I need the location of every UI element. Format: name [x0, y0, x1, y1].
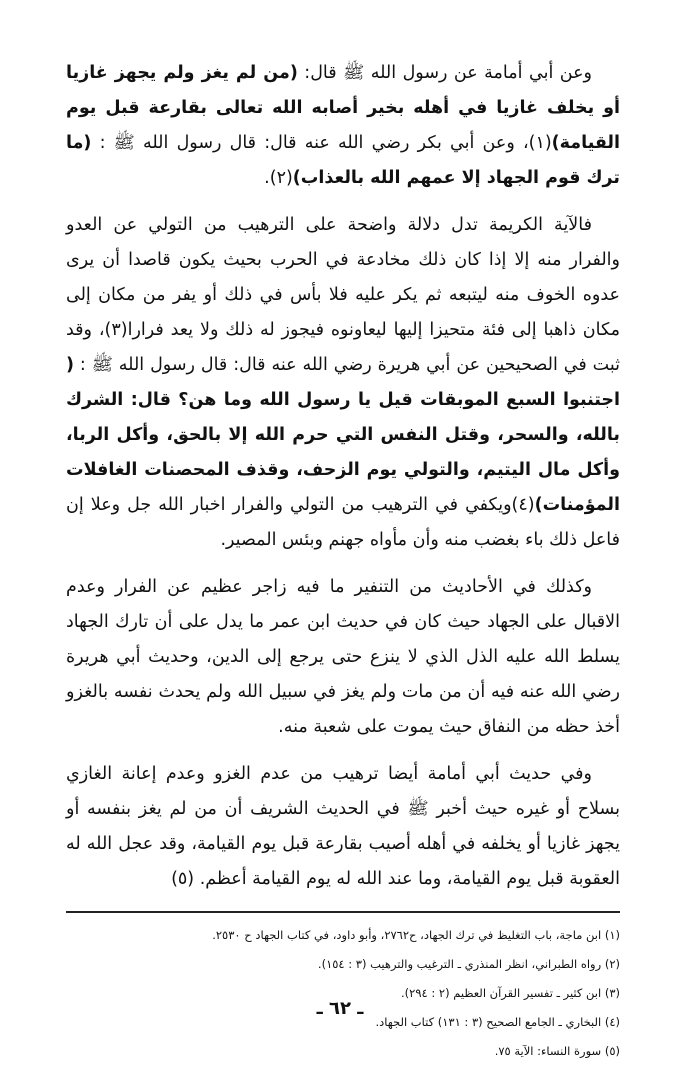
- body-text: [66, 56, 620, 897]
- paragraph-text: فالآية الكريمة تدل دلالة واضحة على الترهيب من التولي عن العدو والفرار منه إلا إذا كان ذلك مخادعة في الحرب بحيث يكون قاصدا أن يرى عدوه الخوف منه ليتبعه ثم يكر عليه فلا بأس في ذلك أو يفر من مكان إلى مكان ذاهبا إلى فئة متحيزا إليها ليعاونوه فيجوز له ذلك ولا يعد فرارا(٣)، وقد ثبت في الصحيحين عن أبي هريرة رضي الله عنه قال: قال رسول الله ﷺ :: [66, 215, 621, 375]
- footnote-separator: [66, 911, 620, 913]
- paragraph-text: وكذلك في الأحاديث من التنفير ما فيه زاجر عظيم عن الفرار وعدم الاقبال على الجهاد حيث كان في حديث ابن عمر ما يدل على أن تارك الجهاد يسلط الله عليه الذل الذي لا ينزع حتى يرجع إلى الدين، وحديث أبي هريرة رضي الله عنه فيه أن من مات ولم يغز في سبيل الله ولم يحدث نفسه بالغزو أخذ حظه من النفاق حيث يموت على شعبة منه.: [66, 577, 620, 737]
- paragraph-text: (٢).: [264, 168, 293, 188]
- footnotes: [66, 927, 620, 1060]
- paragraph-text: وفي حديث أبي أمامة أيضا ترهيب من عدم الغزو وعدم إعانة الغازي بسلاح أو غيره حيث أخبر ﷺ في الحديث الشريف أن من لم يغز بنفسه أو يجهز غازيا أو يخلفه في أهله أصيب بقارعة قبل يوم القيامة، وقد عجل الله له العقوبة قبل يوم القيامة، وما عند الله له يوم القيامة أعظم.: [66, 764, 620, 889]
- footnote: (٣) ابن كثير ـ تفسير القرآن العظيم (٢ : ٢٩٤).: [401, 986, 620, 1000]
- hadith-quote: (ما ترك قوم الجهاد إلا عمهم الله بالعذاب): [66, 133, 620, 188]
- paragraph-text: (٤)ويكفي في الترهيب من التولي والفرار اخبار الله جل وعلا إن فاعل ذلك باء بغضب منه وأن مأواه جهنم وبئس المصير.: [66, 495, 620, 550]
- paragraph-text: (١)، وعن أبي بكر رضي الله عنه قال: قال رسول الله ﷺ :: [91, 133, 552, 153]
- paragraph-text: وعن أبي أمامة عن رسول الله ﷺ قال:: [297, 63, 593, 83]
- paragraph: [66, 570, 620, 745]
- footnote: (٤) البخاري ـ الجامع الصحيح (٣ : ١٣١) كتاب الجهاد.: [375, 1015, 620, 1029]
- paragraph-text: (٥): [171, 869, 200, 889]
- footnote: (٥) سورة النساء: الآية ٧٥.: [494, 1044, 620, 1058]
- footnote: (١) ابن ماجة، باب التغليظ في ترك الجهاد، ح٢٧٦٢، وأبو داود، في كتاب الجهاد ح ٢٥٣٠.: [212, 928, 620, 942]
- page-number: ـ ٦٢ ـ: [316, 998, 364, 1019]
- paragraph: [66, 757, 620, 897]
- paragraph: [66, 208, 620, 558]
- hadith-quote: (من لم يغز ولم يجهز غازيا أو يخلف غازيا في أهله بخير أصابه الله تعالى بقارعة قبل يوم القيامة): [66, 63, 620, 153]
- footnote: (٢) رواه الطبراني، انظر المنذري ـ الترغيب والترهيب (٣ : ١٥٤).: [317, 957, 620, 971]
- paragraph: [66, 56, 620, 196]
- hadith-quote: ( اجتنبوا السبع الموبقات قيل يا رسول الله وما هن؟ قال: الشرك بالله، والسحر، وقتل النفس التي حرم الله إلا بالحق، وأكل الربا، وأكل مال اليتيم، والتولي يوم الزحف، وقذف المحصنات الغافلات المؤمنات): [66, 355, 620, 515]
